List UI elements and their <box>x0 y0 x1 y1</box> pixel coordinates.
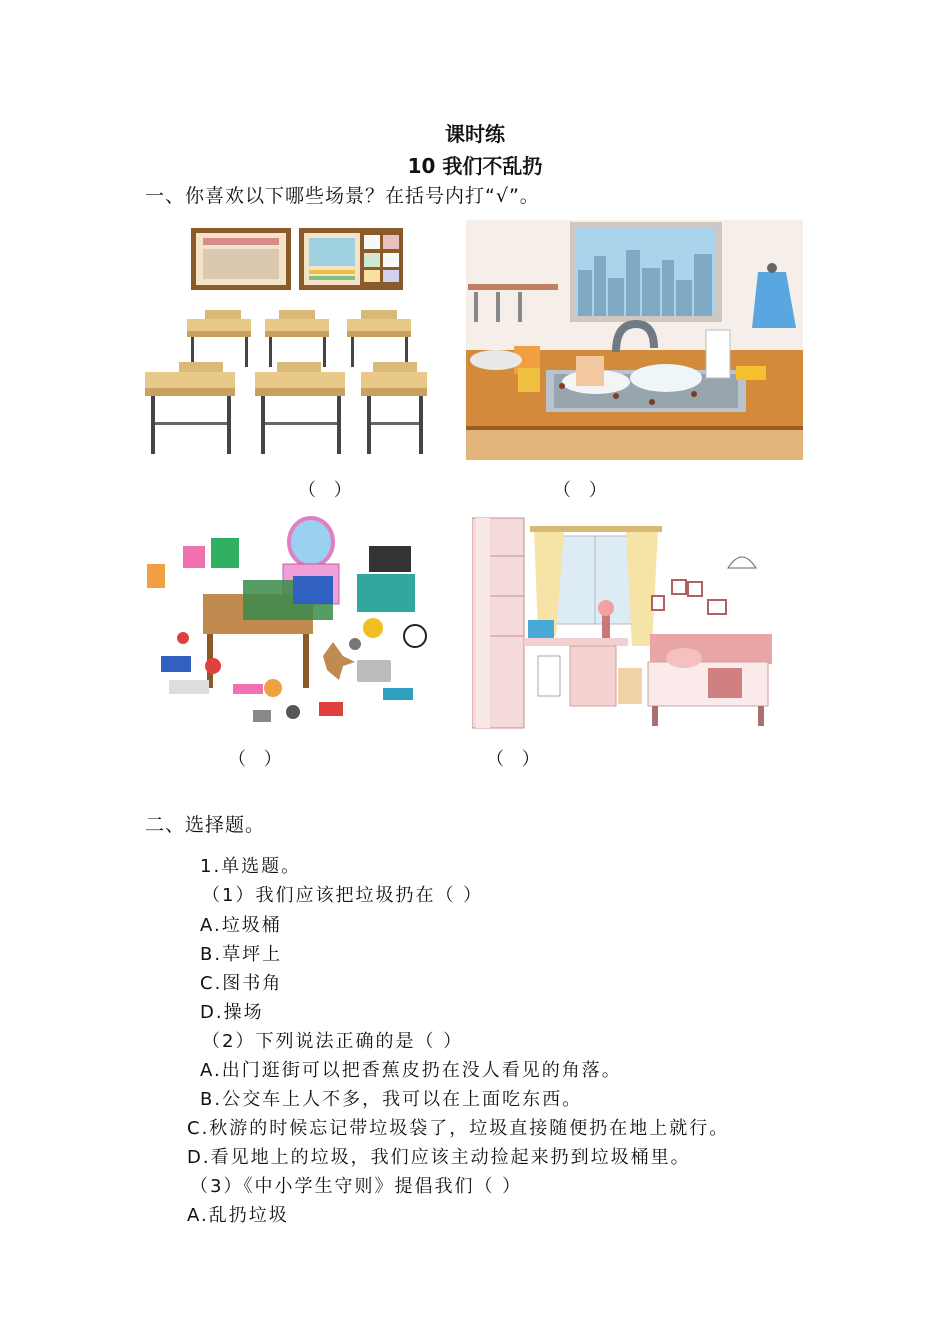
lesson-title: 10 我们不乱扔 <box>407 154 543 178</box>
question-type-label: 1.单选题。 <box>200 856 302 877</box>
question-2-option-c[interactable]: C.秋游的时候忘记带垃圾袋了，垃圾直接随便扔在地上就行。 <box>187 1118 730 1139</box>
messy-kitchen-image <box>466 220 803 460</box>
question-1-option-c[interactable]: C.图书角 <box>200 973 283 994</box>
section-2-heading: 二、选择题。 <box>145 814 266 836</box>
question-2-option-a[interactable]: A.出门逛街可以把香蕉皮扔在没人看见的角落。 <box>200 1060 622 1081</box>
question-2-option-b[interactable]: B.公交车上人不多，我可以在上面吃东西。 <box>200 1089 583 1110</box>
question-1-option-a[interactable]: A.垃圾桶 <box>200 915 282 936</box>
question-2-stem: （2）下列说法正确的是（ ） <box>202 1031 464 1052</box>
question-1-option-b[interactable]: B.草坪上 <box>200 944 283 965</box>
section-1-heading: 一、你喜欢以下哪些场景？在括号内打“√”。 <box>145 185 540 207</box>
tidy-bedroom-image <box>472 516 772 732</box>
worksheet-title: 课时练 <box>445 122 505 146</box>
question-1-option-d[interactable]: D.操场 <box>200 1002 264 1023</box>
question-3-stem: （3）《中小学生守则》提倡我们（ ） <box>190 1176 523 1197</box>
answer-blank-2[interactable]: （ ） <box>553 480 613 501</box>
question-1-stem: （1）我们应该把垃圾扔在（ ） <box>202 885 484 906</box>
question-2-option-d[interactable]: D.看见地上的垃圾，我们应该主动捡起来扔到垃圾桶里。 <box>187 1147 691 1168</box>
classroom-image <box>143 222 428 462</box>
answer-blank-4[interactable]: （ ） <box>486 749 546 770</box>
answer-blank-1[interactable]: （ ） <box>298 480 358 501</box>
messy-bedroom-image <box>143 516 435 734</box>
answer-blank-3[interactable]: （ ） <box>228 749 288 770</box>
question-3-option-a[interactable]: A.乱扔垃圾 <box>187 1205 289 1226</box>
